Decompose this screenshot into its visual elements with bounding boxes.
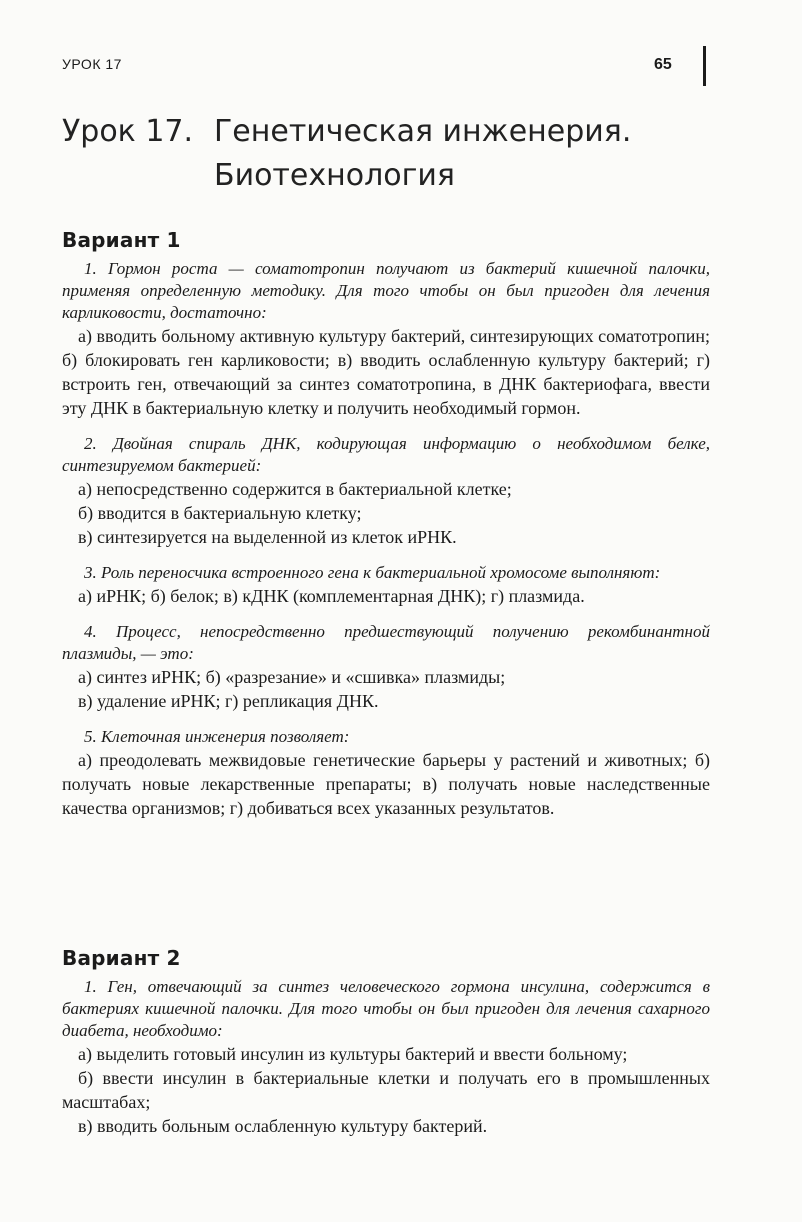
lesson-label: Урок 17.: [62, 114, 194, 149]
answer-option: а) непосредственно содержится в бактериальной клетке;: [78, 479, 512, 499]
lesson-title-line-2: Биотехнология: [214, 158, 455, 193]
lesson-title: [62, 110, 631, 198]
question-text: 1. Гормон роста — соматотропин получают из бактерий кишечной палочки, применяя определенную методику. Для того чтобы он был пригоден для лечения карликовости, достаточно:: [62, 259, 710, 322]
answer-option: в) синтезируется на выделенной из клеток иРНК.: [78, 527, 457, 547]
running-header: УРОК 17: [62, 56, 122, 72]
answer-options: а) иРНК; б) белок; в) кДНК (комплементарная ДНК); г) плазмида.: [78, 586, 585, 606]
question-text: 3. Роль переносчика встроенного гена к бактериальной хромосоме выполняют:: [84, 563, 661, 582]
header-rule: [703, 46, 706, 86]
answer-options: а) преодолевать межвидовые генетические барьеры у растений и животных; б) получать новые лекарственные препараты; в) получать новые наследственные качества организмов; г) добиваться всех указанных результатов.: [62, 750, 710, 818]
question-1: [62, 258, 710, 420]
question-text: 4. Процесс, непосредственно предшествующий получению рекомбинантной плазмиды, — это:: [62, 622, 710, 663]
question-3: [62, 562, 710, 608]
question-text: 2. Двойная спираль ДНК, кодирующая информацию о необходимом белке, синтезируемом бактерией:: [62, 434, 710, 475]
question-text: 1. Ген, отвечающий за синтез человеческого гормона инсулина, содержится в бактериях кишечной палочки. Для того чтобы он был пригоден для лечения сахарного диабета, необходимо:: [62, 977, 710, 1040]
variant-2-section: [62, 946, 710, 1151]
question-text: 5. Клеточная инженерия позволяет:: [84, 727, 350, 746]
answer-option: в) вводить больным ослабленную культуру бактерий.: [78, 1116, 488, 1136]
variant-heading: Вариант 2: [62, 946, 181, 970]
lesson-title-line-1: Генетическая инженерия.: [214, 114, 632, 149]
question-1: [62, 976, 710, 1138]
variant-heading: Вариант 1: [62, 228, 181, 252]
answer-options: а) вводить больному активную культуру бактерий, синтезирующих соматотропин; б) блокировать ген карликовости; в) вводить ослабленную культуру бактерий; г) встроить ген, отвечающий за синтез соматотропина, в ДНК бактериофага, ввести эту ДНК в бактериальную клетку и получить необходимый гормон.: [62, 326, 710, 418]
question-2: [62, 433, 710, 549]
answer-option: в) удаление иРНК; г) репликация ДНК.: [78, 691, 379, 711]
answer-option: б) ввести инсулин в бактериальные клетки и получать его в промышленных масштабах;: [62, 1068, 710, 1112]
question-4: [62, 621, 710, 713]
answer-option: а) выделить готовый инсулин из культуры бактерий и ввести больному;: [78, 1044, 628, 1064]
variant-1-section: [62, 228, 710, 833]
question-5: [62, 726, 710, 820]
answer-option: а) синтез иРНК; б) «разрезание» и «сшивка» плазмиды;: [78, 667, 506, 687]
answer-option: б) вводится в бактериальную клетку;: [78, 503, 362, 523]
page-number: 65: [654, 56, 672, 73]
